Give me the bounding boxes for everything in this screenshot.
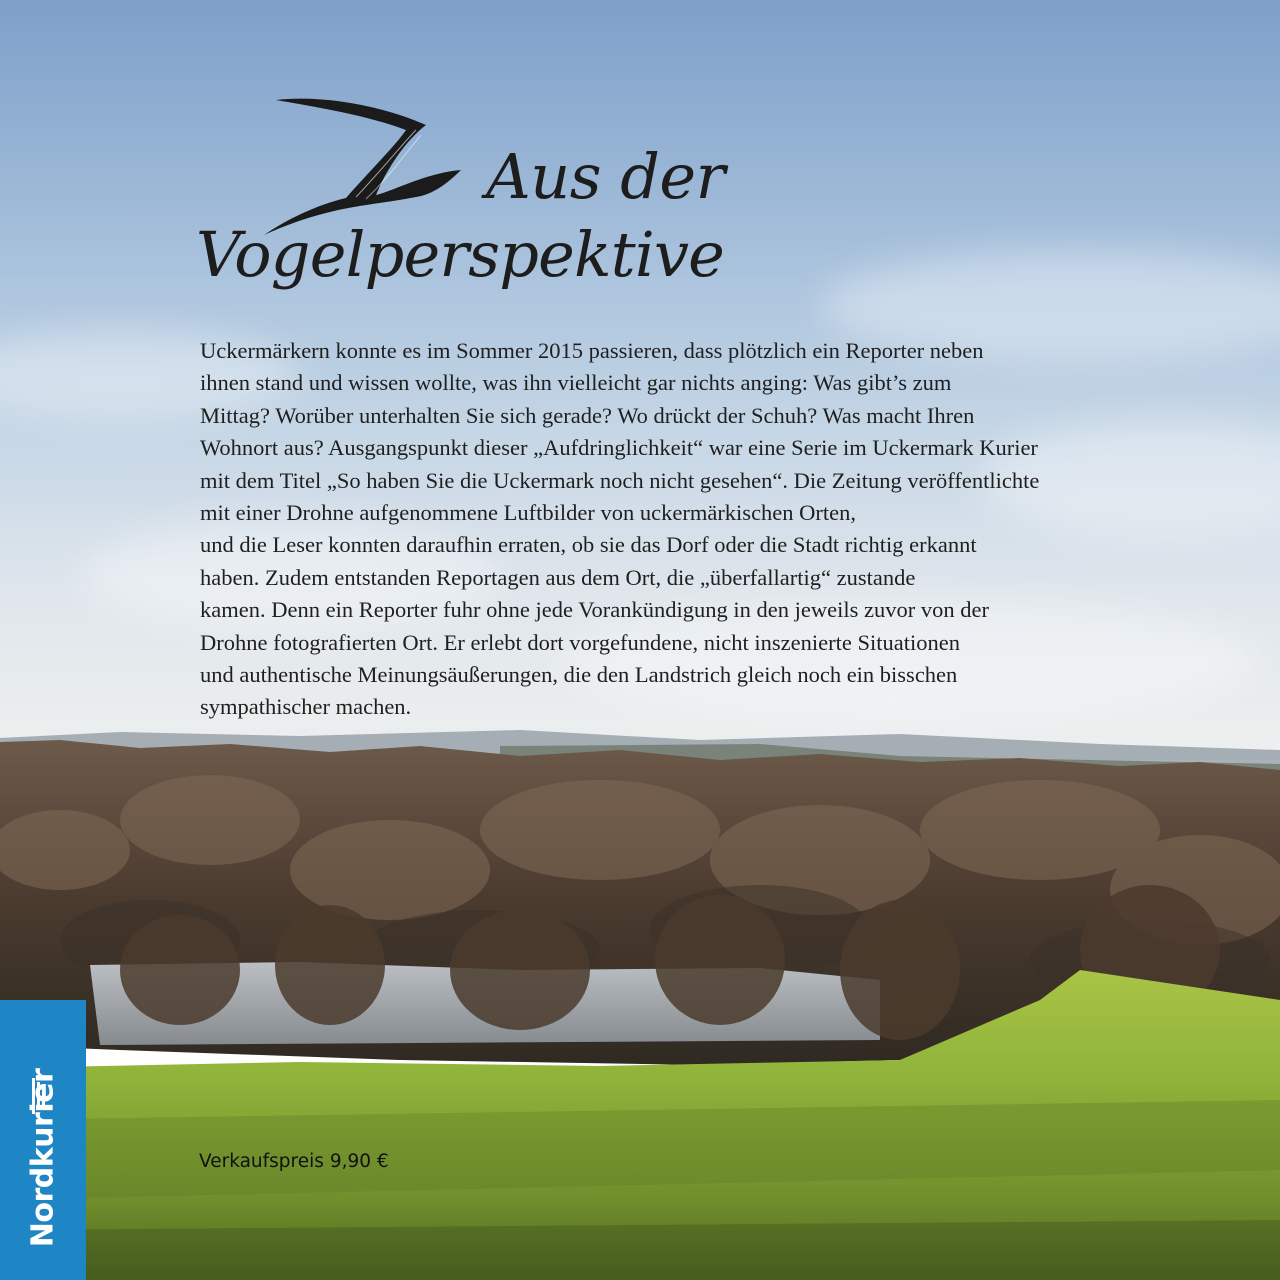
- description-line: und die Leser konnten daraufhin erraten, ob sie das Dorf oder die Stadt richtig erkannt: [200, 532, 977, 558]
- price-label: Verkaufspreis: [199, 1151, 324, 1172]
- swallow-icon: [256, 95, 476, 245]
- description-line: und authentische Meinungsäußerungen, die den Landstrich gleich noch ein bisschen: [200, 662, 958, 688]
- description-line: Uckermärkern konnte es im Sommer 2015 passieren, dass plötzlich ein Reporter neben: [200, 338, 984, 363]
- publisher-logo: [0, 1000, 86, 1280]
- title-line-2: Vogelperspektive: [196, 218, 725, 291]
- title-line-1: Aus der: [486, 140, 725, 213]
- price-value: 9,90 €: [329, 1151, 389, 1172]
- description-line: Mittag? Worüber unterhalten Sie sich gerade? Wo drückt der Schuh? Was macht Ihren: [200, 402, 975, 428]
- description-line: sympathischer machen.: [200, 694, 412, 720]
- description-line: mit dem Titel „So haben Sie die Uckermark noch nicht gesehen“. Die Zeitung veröffentlichte: [200, 467, 1040, 493]
- description-line: ihnen stand und wissen wollte, was ihn vielleicht gar nichts anging: Was gibt’s zum: [200, 370, 952, 396]
- description-line: Drohne fotografierten Ort. Er erlebt dort vorgefundene, nicht inszenierte Situationen: [200, 629, 960, 655]
- price-tag: [199, 1151, 389, 1172]
- description-line: kamen. Denn ein Reporter fuhr ohne jede Vorankündigung in den jeweils zuvor von der: [200, 597, 989, 623]
- publisher-name: Nordkurier: [25, 1068, 61, 1248]
- description-line: haben. Zudem entstanden Reportagen aus dem Ort, die „überfallartig“ zustande: [200, 564, 916, 590]
- description-line: Wohnort aus? Ausgangspunkt dieser „Aufdringlichkeit“ war eine Serie im Uckermark Kurier: [200, 435, 1038, 461]
- description-line: mit einer Drohne aufgenommene Luftbilder von uckermärkischen Orten,: [200, 500, 857, 526]
- description-text: [200, 335, 1160, 724]
- landscape-photo: [0, 700, 1280, 1280]
